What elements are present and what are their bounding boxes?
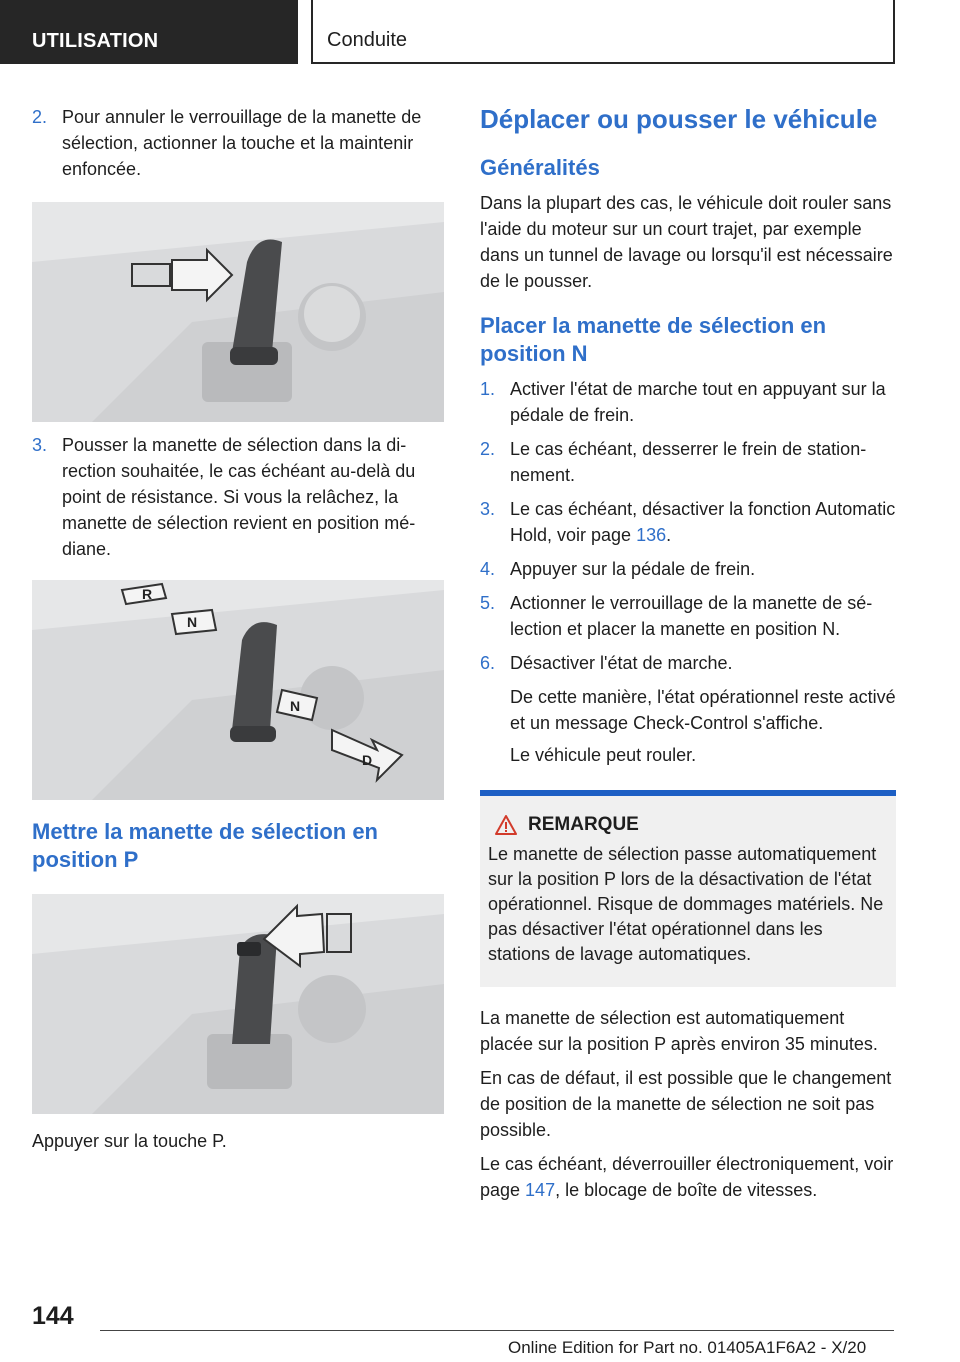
step-item: [480, 650, 896, 676]
page-number: 144: [32, 1302, 74, 1330]
step-number: 3.: [32, 435, 48, 455]
page-link-136[interactable]: 136: [636, 525, 667, 545]
heading-position-n: Placer la manette de sélection en position N: [480, 313, 827, 366]
step-number: 2.: [480, 439, 496, 459]
para-unlock-text: Le cas échéant, déverrouiller électroniquement, voir page: [480, 1154, 894, 1200]
step-number: 2.: [32, 107, 48, 127]
step-text: Le cas échéant, desserrer le frein de stationnement.: [510, 439, 867, 485]
chapter-tab: [311, 0, 895, 64]
figure-selector-lever-directions: [32, 580, 444, 800]
right-column: [480, 104, 896, 1211]
chapter-title: Conduite: [327, 29, 408, 51]
step-text: Activer l'état de marche tout en appuyant sur la pédale de frein.: [510, 379, 886, 425]
step-text-end: .: [666, 525, 672, 545]
warning-triangle-icon: [494, 814, 518, 836]
label-n-upper: N: [187, 614, 198, 630]
step-text: Pousser la manette de sélection dans la direction souhaitée, le cas échéant au-delà du point de résistance. Si vous la relâchez, la manette de sélection revient en position médiane.: [62, 435, 416, 559]
step-text: Pour annuler le verrouillage de la manette de sélection, actionner la touche et la maintenir enfoncée.: [62, 107, 422, 179]
page-title: Déplacer ou pousser le véhicule: [480, 104, 878, 134]
figure-selector-lever-p-button: [32, 894, 444, 1114]
step-item: [480, 436, 896, 488]
footer-divider: [100, 1330, 894, 1331]
figure-selector-lever-unlock: [32, 202, 444, 422]
step-item: [32, 104, 444, 182]
step-item: [32, 432, 444, 562]
label-d: D: [362, 752, 373, 768]
step-number: 4.: [480, 559, 496, 579]
note-text: Le manette de sélection passe automatiquement sur la position P lors de la désactivation de l'état opérationnel. Risque de dommages matériels. Ne pas désactiver l'état opérationnel dans les stations de lavage automatiques.: [488, 844, 884, 964]
step-text: Le cas échéant, désactiver la fonction Automatic Hold, voir page: [510, 499, 896, 545]
section-title: UTILISATION: [32, 30, 159, 52]
step-text: Actionner le verrouillage de la manette de sélection et placer la manette en position N.: [510, 593, 873, 639]
note-title-text: REMARQUE: [528, 814, 639, 835]
para-unlock: [480, 1151, 896, 1203]
step-item: [480, 376, 896, 428]
p-instruction: Appuyer sur la touche P.: [32, 1131, 227, 1151]
note-box: [480, 790, 896, 987]
note-title: [490, 814, 888, 836]
para-unlock-text-end: , le blocage de boîte de vitesses.: [555, 1180, 818, 1200]
selector-lever-illustration: [32, 202, 444, 422]
step-number: 1.: [480, 379, 496, 399]
para-auto-p: La manette de sélection est automatiquement placée sur la position P après environ 35 minutes.: [480, 1008, 878, 1054]
step-number: 5.: [480, 593, 496, 613]
step-item: [480, 556, 896, 582]
step-text: Appuyer sur la pédale de frein.: [510, 559, 756, 579]
step-item: [480, 496, 896, 548]
step-6-detail: De cette manière, l'état opérationnel reste activé et un message Check-Control s'affiche.: [510, 687, 896, 733]
general-text: Dans la plupart des cas, le véhicule doit rouler sans l'aide du moteur sur un court trajet, par exemple dans un tunnel de lavage ou lorsqu'il est nécessaire de le pousser.: [480, 193, 893, 291]
footer-edition: Online Edition for Part no. 01405A1F6A2 - X/20: [508, 1338, 867, 1357]
heading-general: Généralités: [480, 155, 600, 180]
step-item: [480, 590, 896, 642]
para-fault: En cas de défaut, il est possible que le changement de position de la manette de sélection ne soit pas possible.: [480, 1068, 892, 1140]
label-n-lower: N: [290, 698, 301, 714]
section-tab: [0, 0, 298, 64]
step-number: 3.: [480, 499, 496, 519]
heading-position-p: Mettre la manette de sélection en position P: [32, 819, 378, 872]
step-6-result: Le véhicule peut rouler.: [510, 745, 697, 765]
step-text: Désactiver l'état de marche.: [510, 653, 733, 673]
left-column: [32, 104, 444, 1162]
step-number: 6.: [480, 653, 496, 673]
page-link-147[interactable]: 147: [525, 1180, 556, 1200]
label-r: R: [142, 586, 153, 602]
